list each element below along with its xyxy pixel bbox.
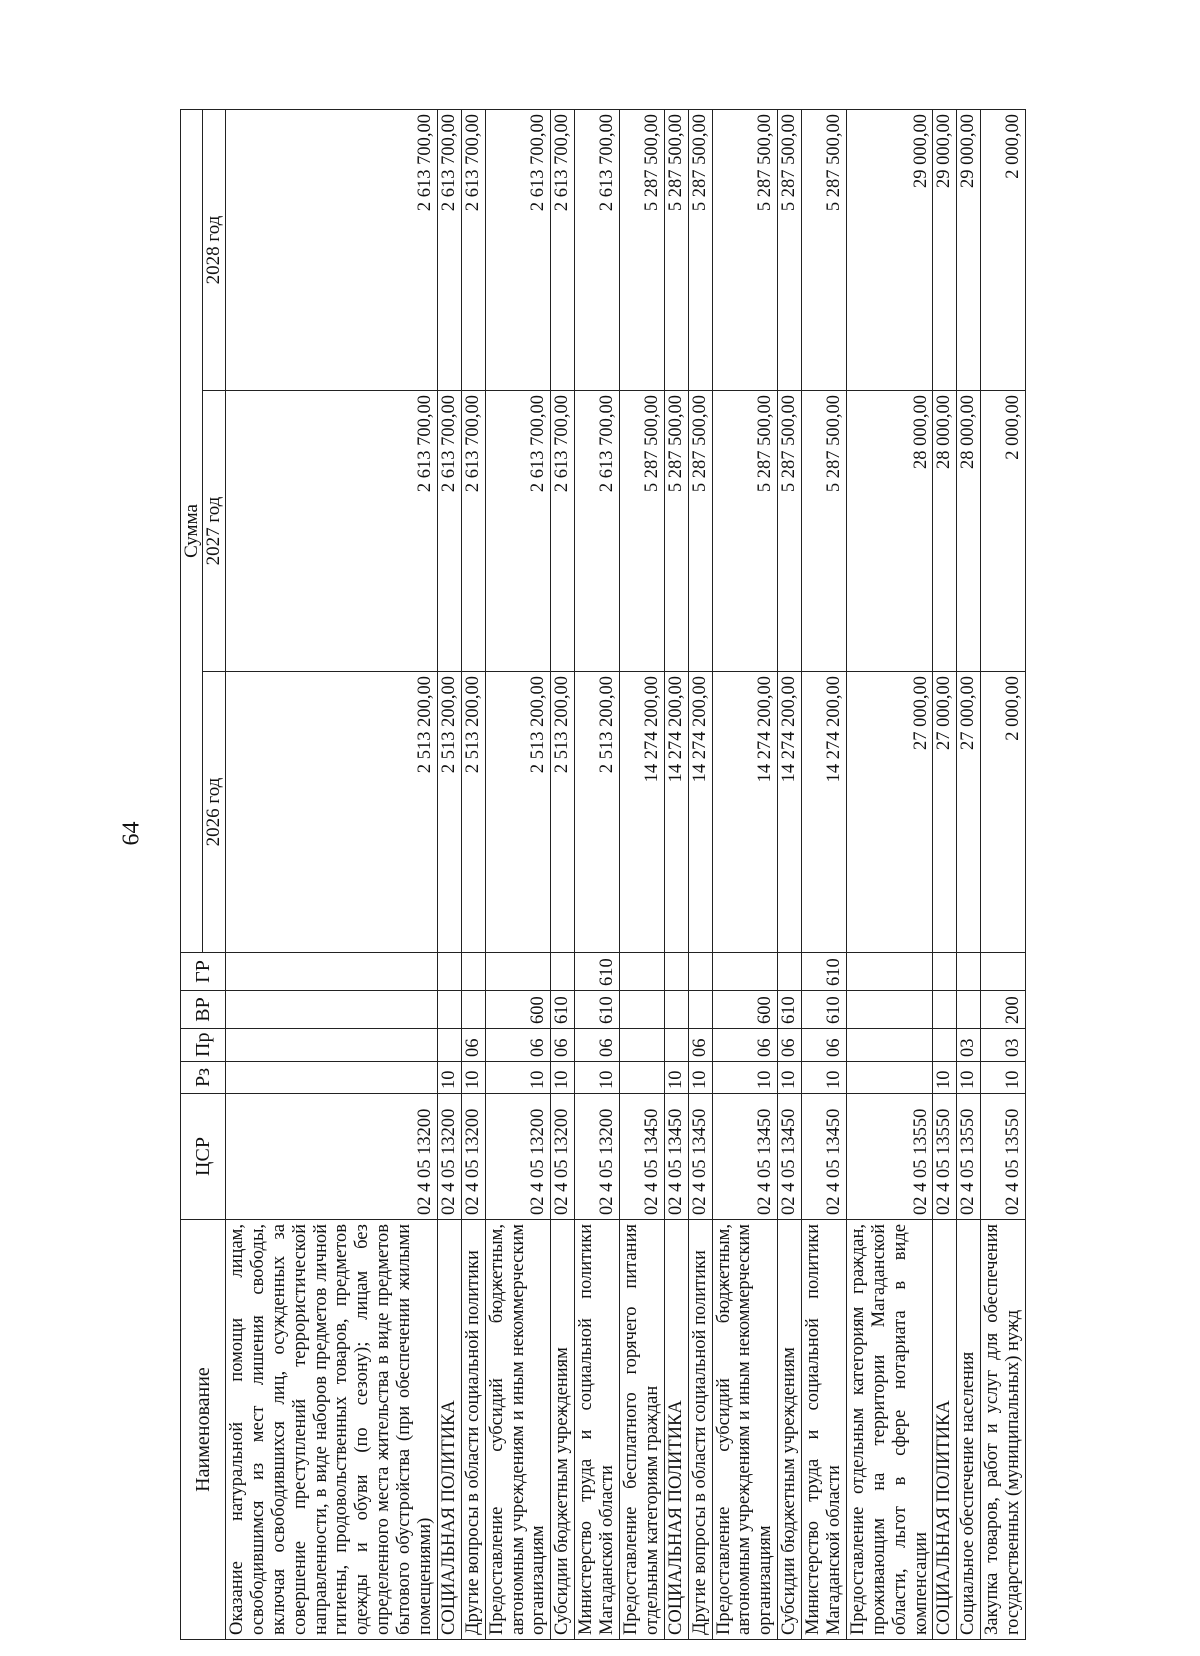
cell-pr: 06 xyxy=(485,1029,551,1062)
cell-rz: 10 xyxy=(981,1062,1026,1094)
cell-2028: 2 000,00 xyxy=(981,110,1026,391)
cell-2026: 14 274 200,00 xyxy=(664,672,688,953)
cell-vr xyxy=(225,991,437,1029)
page-number: 64 xyxy=(118,821,145,846)
cell-vr: 600 xyxy=(485,991,551,1029)
cell-2026: 2 513 200,00 xyxy=(575,672,620,953)
cell-name: СОЦИАЛЬНАЯ ПОЛИТИКА xyxy=(437,1220,461,1640)
cell-gr xyxy=(778,953,802,991)
cell-2028: 5 287 500,00 xyxy=(688,110,712,391)
cell-2027: 28 000,00 xyxy=(846,391,933,672)
cell-2028: 29 000,00 xyxy=(933,110,957,391)
cell-pr: 06 xyxy=(461,1029,485,1062)
cell-pr: 06 xyxy=(551,1029,575,1062)
cell-pr: 06 xyxy=(712,1029,778,1062)
cell-csr: 02 4 05 13450 xyxy=(688,1094,712,1220)
cell-2026: 14 274 200,00 xyxy=(688,672,712,953)
cell-name: СОЦИАЛЬНАЯ ПОЛИТИКА xyxy=(933,1220,957,1640)
cell-rz: 10 xyxy=(802,1062,847,1094)
cell-2028: 2 613 700,00 xyxy=(461,110,485,391)
table-row xyxy=(981,110,1026,1640)
budget-table xyxy=(180,109,1026,1640)
header-name: Наименование xyxy=(181,1220,226,1640)
cell-gr: 610 xyxy=(575,953,620,991)
cell-2027: 5 287 500,00 xyxy=(688,391,712,672)
cell-vr xyxy=(619,991,664,1029)
cell-gr xyxy=(712,953,778,991)
cell-name: СОЦИАЛЬНАЯ ПОЛИТИКА xyxy=(664,1220,688,1640)
cell-rz: 10 xyxy=(688,1062,712,1094)
cell-2026: 2 000,00 xyxy=(981,672,1026,953)
cell-2027: 5 287 500,00 xyxy=(664,391,688,672)
table-row xyxy=(846,110,933,1640)
cell-2026: 27 000,00 xyxy=(846,672,933,953)
cell-name: Другие вопросы в области социальной политики xyxy=(688,1220,712,1640)
cell-gr xyxy=(688,953,712,991)
cell-2028: 2 613 700,00 xyxy=(437,110,461,391)
cell-2026: 14 274 200,00 xyxy=(712,672,778,953)
cell-rz xyxy=(846,1062,933,1094)
cell-gr xyxy=(846,953,933,991)
cell-2028: 5 287 500,00 xyxy=(802,110,847,391)
table-row xyxy=(461,110,485,1640)
cell-2026: 2 513 200,00 xyxy=(437,672,461,953)
cell-csr: 02 4 05 13200 xyxy=(225,1094,437,1220)
cell-vr: 200 xyxy=(981,991,1026,1029)
cell-name: Предоставление субсидий бюджетным, автономным учреждениям и иным некоммерческим организациям xyxy=(485,1220,551,1640)
cell-2026: 14 274 200,00 xyxy=(802,672,847,953)
cell-csr: 02 4 05 13550 xyxy=(981,1094,1026,1220)
header-csr: ЦСР xyxy=(181,1094,226,1220)
cell-csr: 02 4 05 13200 xyxy=(461,1094,485,1220)
header-gr: ГР xyxy=(181,953,226,991)
cell-pr: 06 xyxy=(688,1029,712,1062)
cell-name: Предоставление бесплатного горячего питания отдельным категориям граждан xyxy=(619,1220,664,1640)
table-row xyxy=(575,110,620,1640)
cell-name: Закупка товаров, работ и услуг для обеспечения государственных (муниципальных) нужд xyxy=(981,1220,1026,1640)
cell-pr: 03 xyxy=(957,1029,981,1062)
cell-gr xyxy=(933,953,957,991)
cell-vr: 610 xyxy=(778,991,802,1029)
cell-2026: 2 513 200,00 xyxy=(225,672,437,953)
table-header xyxy=(181,110,226,1640)
table-row xyxy=(619,110,664,1640)
cell-gr xyxy=(461,953,485,991)
cell-csr: 02 4 05 13200 xyxy=(437,1094,461,1220)
cell-pr: 06 xyxy=(802,1029,847,1062)
table-row xyxy=(688,110,712,1640)
cell-rz: 10 xyxy=(712,1062,778,1094)
cell-csr: 02 4 05 13550 xyxy=(846,1094,933,1220)
cell-2027: 2 613 700,00 xyxy=(437,391,461,672)
cell-gr xyxy=(957,953,981,991)
header-vr: ВР xyxy=(181,991,226,1029)
cell-pr: 06 xyxy=(778,1029,802,1062)
table-row xyxy=(802,110,847,1640)
cell-2027: 2 613 700,00 xyxy=(551,391,575,672)
table-row xyxy=(664,110,688,1640)
table-row xyxy=(933,110,957,1640)
cell-gr xyxy=(437,953,461,991)
rotated-table-wrapper xyxy=(180,110,1090,1640)
table-row xyxy=(957,110,981,1640)
cell-2028: 29 000,00 xyxy=(846,110,933,391)
table-body xyxy=(225,110,1025,1640)
cell-pr: 03 xyxy=(981,1029,1026,1062)
cell-rz: 10 xyxy=(437,1062,461,1094)
cell-2027: 5 287 500,00 xyxy=(619,391,664,672)
cell-2027: 28 000,00 xyxy=(933,391,957,672)
cell-vr: 610 xyxy=(802,991,847,1029)
cell-2026: 2 513 200,00 xyxy=(461,672,485,953)
cell-2027: 2 613 700,00 xyxy=(461,391,485,672)
cell-2028: 5 287 500,00 xyxy=(712,110,778,391)
cell-csr: 02 4 05 13450 xyxy=(778,1094,802,1220)
cell-gr: 610 xyxy=(802,953,847,991)
cell-2028: 2 613 700,00 xyxy=(551,110,575,391)
header-2027: 2027 год xyxy=(203,391,225,672)
cell-2028: 29 000,00 xyxy=(957,110,981,391)
cell-2028: 2 613 700,00 xyxy=(485,110,551,391)
cell-rz: 10 xyxy=(551,1062,575,1094)
cell-name: Другие вопросы в области социальной политики xyxy=(461,1220,485,1640)
cell-pr xyxy=(664,1029,688,1062)
cell-rz: 10 xyxy=(461,1062,485,1094)
cell-name: Министерство труда и социальной политики Магаданской области xyxy=(575,1220,620,1640)
table-row xyxy=(437,110,461,1640)
cell-rz: 10 xyxy=(778,1062,802,1094)
cell-2026: 2 513 200,00 xyxy=(551,672,575,953)
cell-2027: 2 613 700,00 xyxy=(225,391,437,672)
cell-2028: 5 287 500,00 xyxy=(619,110,664,391)
cell-rz: 10 xyxy=(575,1062,620,1094)
cell-2028: 2 613 700,00 xyxy=(575,110,620,391)
cell-2027: 5 287 500,00 xyxy=(802,391,847,672)
cell-2027: 2 613 700,00 xyxy=(575,391,620,672)
cell-rz xyxy=(619,1062,664,1094)
cell-rz: 10 xyxy=(485,1062,551,1094)
cell-name: Социальное обеспечение населения xyxy=(957,1220,981,1640)
cell-name: Предоставление отдельным категориям граждан, проживающим на территории Магаданской области, льгот в сфере нотариата в виде компенсации xyxy=(846,1220,933,1640)
cell-2026: 27 000,00 xyxy=(957,672,981,953)
cell-name: Субсидии бюджетным учреждениям xyxy=(778,1220,802,1640)
cell-pr xyxy=(225,1029,437,1062)
cell-pr: 06 xyxy=(575,1029,620,1062)
table-row xyxy=(551,110,575,1640)
header-2026: 2026 год xyxy=(203,672,225,953)
cell-2026: 2 513 200,00 xyxy=(485,672,551,953)
cell-gr xyxy=(485,953,551,991)
header-2028: 2028 год xyxy=(203,110,225,391)
cell-csr: 02 4 05 13200 xyxy=(575,1094,620,1220)
cell-vr xyxy=(664,991,688,1029)
table-row xyxy=(778,110,802,1640)
cell-vr xyxy=(846,991,933,1029)
cell-2027: 2 613 700,00 xyxy=(485,391,551,672)
cell-gr xyxy=(981,953,1026,991)
table-row xyxy=(712,110,778,1640)
cell-2028: 5 287 500,00 xyxy=(664,110,688,391)
cell-2026: 14 274 200,00 xyxy=(619,672,664,953)
cell-vr: 610 xyxy=(551,991,575,1029)
cell-name: Предоставление субсидий бюджетным, автономным учреждениям и иным некоммерческим организациям xyxy=(712,1220,778,1640)
cell-csr: 02 4 05 13200 xyxy=(551,1094,575,1220)
cell-name: Министерство труда и социальной политики Магаданской области xyxy=(802,1220,847,1640)
table-row xyxy=(485,110,551,1640)
cell-pr xyxy=(437,1029,461,1062)
cell-vr xyxy=(461,991,485,1029)
cell-vr xyxy=(957,991,981,1029)
cell-2028: 5 287 500,00 xyxy=(778,110,802,391)
cell-gr xyxy=(664,953,688,991)
cell-gr xyxy=(619,953,664,991)
cell-rz xyxy=(225,1062,437,1094)
cell-rz: 10 xyxy=(957,1062,981,1094)
cell-2027: 5 287 500,00 xyxy=(778,391,802,672)
cell-csr: 02 4 05 13550 xyxy=(957,1094,981,1220)
cell-csr: 02 4 05 13450 xyxy=(664,1094,688,1220)
header-rz: Рз xyxy=(181,1062,226,1094)
header-sum: Сумма xyxy=(181,110,203,953)
header-pr: Пр xyxy=(181,1029,226,1062)
cell-rz: 10 xyxy=(664,1062,688,1094)
cell-2027: 28 000,00 xyxy=(957,391,981,672)
cell-rz: 10 xyxy=(933,1062,957,1094)
table-row xyxy=(225,110,437,1640)
cell-pr xyxy=(846,1029,933,1062)
cell-vr xyxy=(933,991,957,1029)
cell-csr: 02 4 05 13550 xyxy=(933,1094,957,1220)
cell-vr: 610 xyxy=(575,991,620,1029)
cell-name: Субсидии бюджетным учреждениям xyxy=(551,1220,575,1640)
cell-csr: 02 4 05 13450 xyxy=(619,1094,664,1220)
cell-2027: 5 287 500,00 xyxy=(712,391,778,672)
cell-2028: 2 613 700,00 xyxy=(225,110,437,391)
cell-2026: 27 000,00 xyxy=(933,672,957,953)
cell-vr: 600 xyxy=(712,991,778,1029)
cell-2026: 14 274 200,00 xyxy=(778,672,802,953)
cell-pr xyxy=(933,1029,957,1062)
cell-csr: 02 4 05 13450 xyxy=(802,1094,847,1220)
cell-csr: 02 4 05 13200 xyxy=(485,1094,551,1220)
cell-vr xyxy=(437,991,461,1029)
cell-pr xyxy=(619,1029,664,1062)
cell-gr xyxy=(225,953,437,991)
cell-vr xyxy=(688,991,712,1029)
cell-csr: 02 4 05 13450 xyxy=(712,1094,778,1220)
cell-gr xyxy=(551,953,575,991)
cell-2027: 2 000,00 xyxy=(981,391,1026,672)
cell-name: Оказание натуральной помощи лицам, освободившимся из мест лишения свободы, включая освободившихся лиц, осужденных за совершение преступлений террористической направленности, в виде наборов предметов личной гигиены, продовольственных товаров, предметов одежды и обуви (по сезону); лицам без определенного места жительства в виде предметов бытового обустройства (при обеспечении жилыми помещениями) xyxy=(225,1220,437,1640)
